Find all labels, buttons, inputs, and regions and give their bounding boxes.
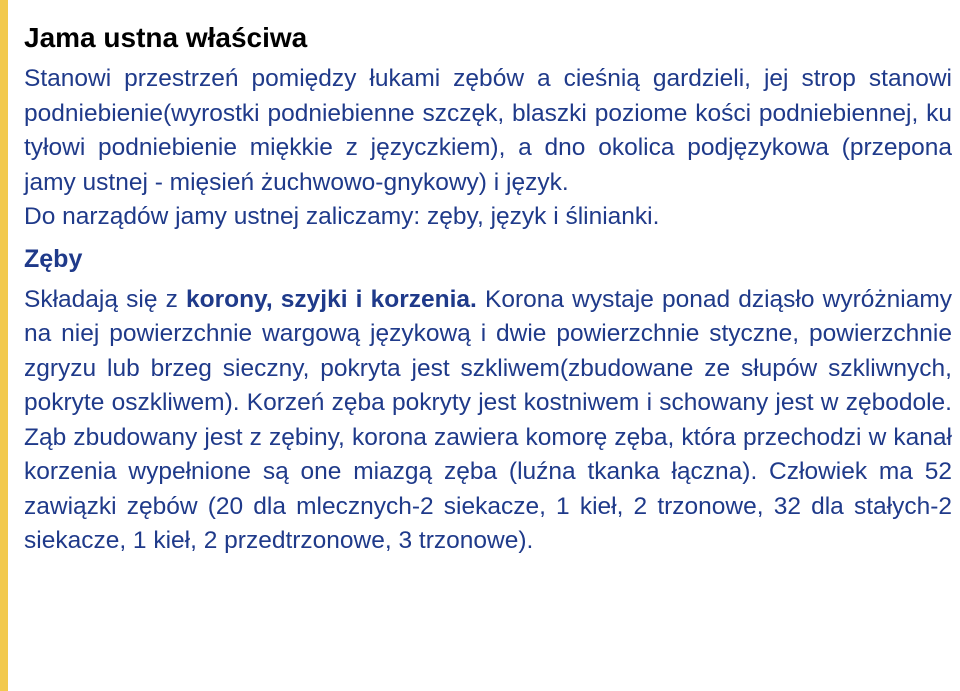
section-heading-teeth: Zęby [24, 244, 83, 273]
paragraph-teeth [24, 283, 952, 559]
paragraph-oral-cavity: Stanowi przestrzeń pomiędzy łukami zębów a cieśnią gardzieli, jej strop stanowi podniebienie(wyrostki podniebienne szczęk, blaszki poziome kości podniebiennej, ku tyłowi podniebienie miękkie z języczkiem), a dno okolica podjęzykowa (przepona jamy ustnej - mięsień żuchwowo-gnykowy) i język. [24, 65, 952, 196]
accent-bar [0, 0, 8, 691]
paragraph-teeth-rest: Korona wystaje ponad dziąsło wyróżniamy na niej powierzchnie wargową językową i dwie powierzchnie styczne, powierzchnie zgryzu lub brzeg sieczny, pokryta jest szkliwem(zbudowane ze słupów szkliwnych, pokryte oszkliwem). Korzeń zęba pokryty jest kostniwem i schowany jest w zębodole. Ząb zbudowany jest z zębiny, korona zawiera komorę zęba, która przechodzi w kanał korzenia wypełnione są one miazgą zęba (luźna tkanka łączna). Człowiek ma 52 zawiązki zębów (20 dla mlecznych-2 siekacze, 1 kieł, 2 trzonowe, 32 dla stałych-2 siekacze, 1 kieł, 2 przedtrzonowe, 3 trzonowe). [24, 285, 952, 554]
page-title: Jama ustna właściwa [24, 22, 308, 53]
paragraph-teeth-intro: Składają się z [24, 285, 186, 313]
paragraph-teeth-bold: korony, szyjki i korzenia. [185, 285, 477, 313]
document-content [24, 18, 952, 559]
paragraph-oral-organs: Do narządów jamy ustnej zaliczamy: zęby, język i ślinianki. [24, 203, 660, 230]
